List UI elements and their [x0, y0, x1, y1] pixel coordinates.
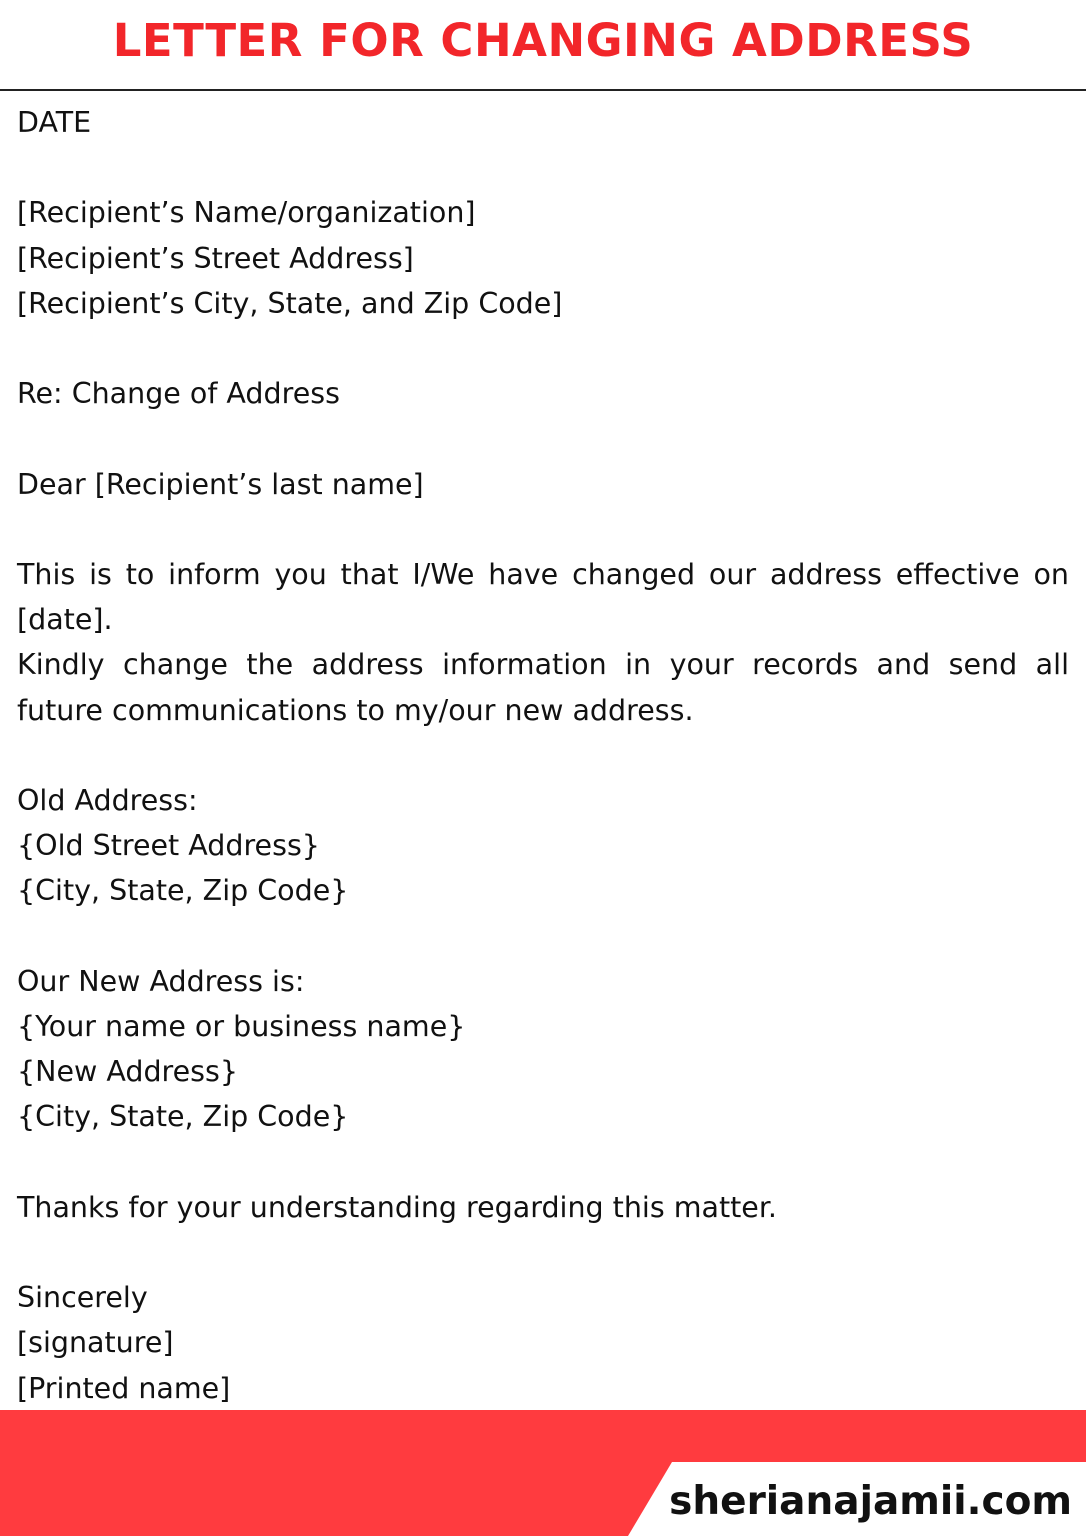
subject-line: Re: Change of Address — [17, 377, 340, 411]
spacer — [17, 1140, 1069, 1185]
spacer — [17, 416, 1069, 461]
new-address-street: {New Address} — [17, 1055, 238, 1089]
title-divider — [0, 89, 1086, 91]
footer-banner — [0, 1410, 1086, 1536]
signature-line: [signature] — [17, 1326, 174, 1360]
new-address-name: {Your name or business name} — [17, 1009, 466, 1043]
body-paragraph-inform: This is to inform you that I/We have changed our address effective on [date]. — [17, 557, 1069, 637]
recipient-city: [Recipient’s City, State, and Zip Code] — [17, 286, 563, 320]
date-line: DATE — [17, 106, 92, 139]
recipient-name: [Recipient’s Name/organization] — [17, 196, 476, 230]
old-address-label: Old Address: — [17, 783, 198, 817]
thanks-line: Thanks for your understanding regarding this matter. — [17, 1190, 777, 1224]
spacer — [17, 914, 1069, 959]
spacer — [17, 326, 1069, 371]
recipient-street: [Recipient’s Street Address] — [17, 241, 414, 275]
spacer — [17, 1230, 1069, 1275]
spacer — [17, 145, 1069, 190]
body-paragraph-request: Kindly change the address information in your records and send all future communications to my/our new address. — [17, 648, 1069, 727]
website-url[interactable]: sherianajamii.com — [669, 1479, 1072, 1524]
old-address-city: {City, State, Zip Code} — [17, 874, 349, 908]
new-address-label: Our New Address is: — [17, 964, 305, 998]
salutation: Dear [Recipient’s last name] — [17, 467, 424, 501]
page-title: LETTER FOR CHANGING ADDRESS — [112, 14, 974, 67]
new-address-city: {City, State, Zip Code} — [17, 1100, 349, 1134]
printed-name-line: [Printed name] — [17, 1371, 231, 1405]
spacer — [17, 733, 1069, 778]
old-address-street: {Old Street Address} — [17, 829, 320, 863]
letter-body — [17, 100, 1069, 1411]
closing-line: Sincerely — [17, 1281, 148, 1315]
spacer — [17, 507, 1069, 552]
